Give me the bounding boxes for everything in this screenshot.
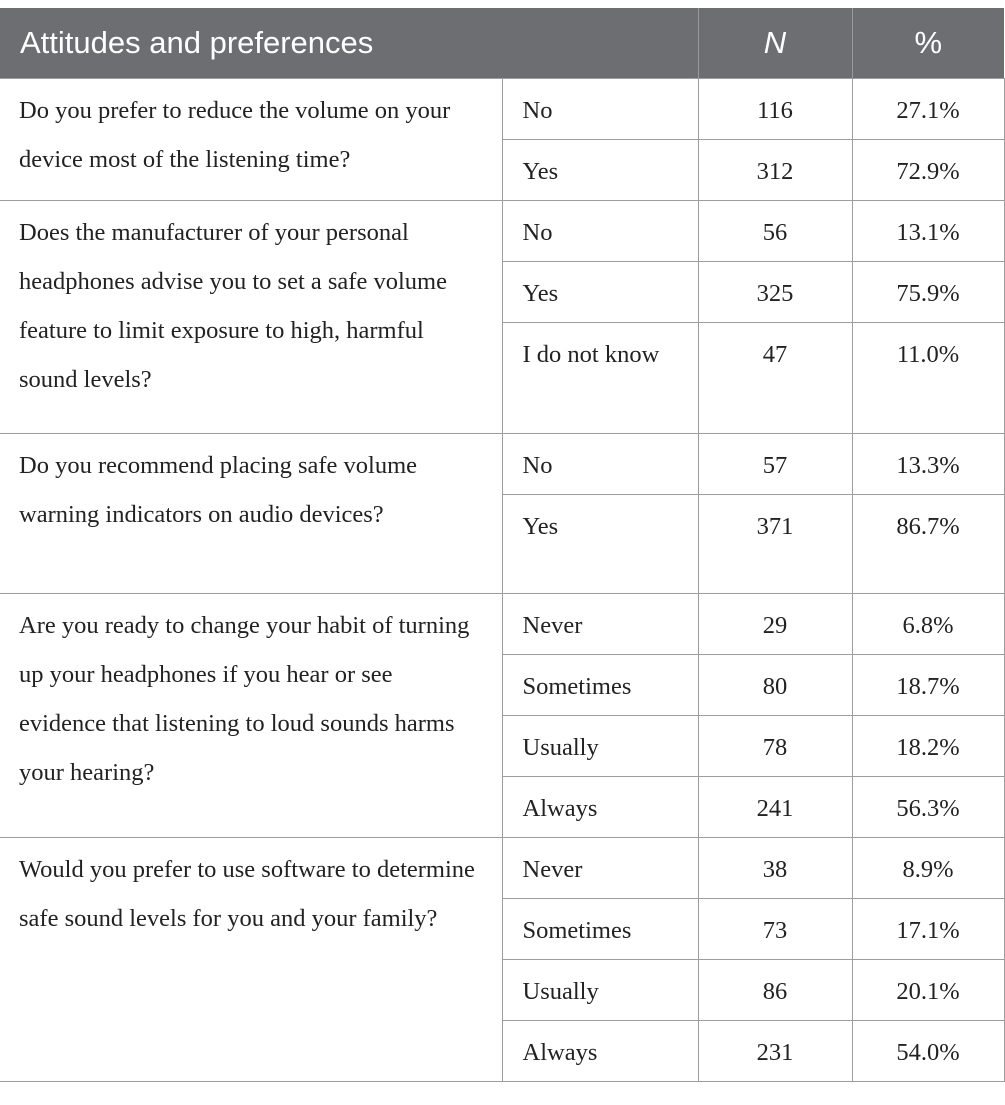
percent-cell: 54.0% (852, 1021, 1004, 1082)
question-cell: Are you ready to change your habit of turning up your headphones if you hear or see evidence that listening to loud sounds harms your hearing? (0, 594, 502, 838)
option-cell: Never (502, 838, 698, 899)
question-cell: Would you prefer to use software to determine safe sound levels for you and your family? (0, 838, 502, 1082)
n-cell: 29 (698, 594, 852, 655)
option-cell: Always (502, 1021, 698, 1082)
option-cell: No (502, 434, 698, 495)
option-cell: Always (502, 777, 698, 838)
header-question: Attitudes and preferences (0, 8, 698, 79)
option-cell: Yes (502, 495, 698, 594)
option-cell: Yes (502, 262, 698, 323)
percent-cell: 86.7% (852, 495, 1004, 594)
n-cell: 57 (698, 434, 852, 495)
percent-cell: 8.9% (852, 838, 1004, 899)
n-cell: 86 (698, 960, 852, 1021)
option-cell: Never (502, 594, 698, 655)
n-cell: 241 (698, 777, 852, 838)
n-cell: 78 (698, 716, 852, 777)
n-cell: 231 (698, 1021, 852, 1082)
header-n: N (698, 8, 852, 79)
n-cell: 38 (698, 838, 852, 899)
question-cell: Do you prefer to reduce the volume on your device most of the listening time? (0, 79, 502, 201)
percent-cell: 6.8% (852, 594, 1004, 655)
n-cell: 371 (698, 495, 852, 594)
option-cell: No (502, 201, 698, 262)
table-row (0, 201, 1004, 262)
n-cell: 56 (698, 201, 852, 262)
header-row (0, 8, 1004, 79)
percent-cell: 27.1% (852, 79, 1004, 140)
question-cell: Does the manufacturer of your personal headphones advise you to set a safe volume feature to limit exposure to high, harmful sound levels? (0, 201, 502, 434)
option-cell: Sometimes (502, 655, 698, 716)
percent-cell: 18.7% (852, 655, 1004, 716)
option-cell: Usually (502, 960, 698, 1021)
header-percent: % (852, 8, 1004, 79)
percent-cell: 56.3% (852, 777, 1004, 838)
table-row (0, 434, 1004, 495)
option-cell: I do not know (502, 323, 698, 434)
percent-cell: 20.1% (852, 960, 1004, 1021)
n-cell: 116 (698, 79, 852, 140)
percent-cell: 72.9% (852, 140, 1004, 201)
option-cell: Yes (502, 140, 698, 201)
n-cell: 47 (698, 323, 852, 434)
survey-table (0, 8, 1005, 1082)
option-cell: No (502, 79, 698, 140)
table-row (0, 79, 1004, 140)
percent-cell: 17.1% (852, 899, 1004, 960)
option-cell: Usually (502, 716, 698, 777)
n-cell: 325 (698, 262, 852, 323)
n-cell: 80 (698, 655, 852, 716)
percent-cell: 11.0% (852, 323, 1004, 434)
percent-cell: 75.9% (852, 262, 1004, 323)
percent-cell: 13.1% (852, 201, 1004, 262)
n-cell: 312 (698, 140, 852, 201)
percent-cell: 13.3% (852, 434, 1004, 495)
option-cell: Sometimes (502, 899, 698, 960)
table-row (0, 594, 1004, 655)
question-cell: Do you recommend placing safe volume warning indicators on audio devices? (0, 434, 502, 594)
table-row (0, 838, 1004, 899)
n-cell: 73 (698, 899, 852, 960)
percent-cell: 18.2% (852, 716, 1004, 777)
